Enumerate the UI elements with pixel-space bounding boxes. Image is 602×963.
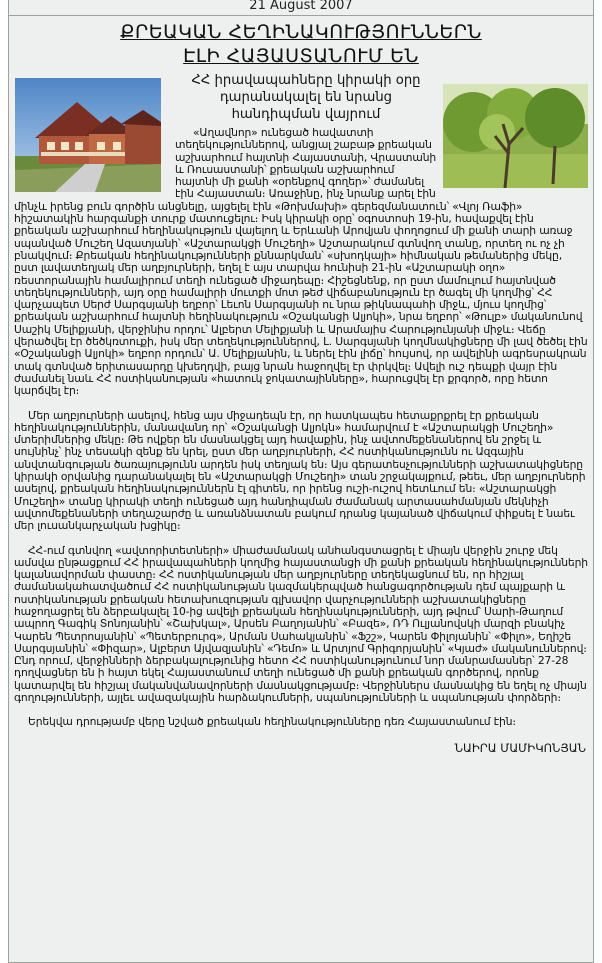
tree-photo-svg (443, 84, 588, 188)
tree-photo (443, 84, 588, 188)
article-frame (8, 0, 594, 963)
article-author: ՆԱԻՐԱ ՄԱՄԻԿՈՆՅԱՆ (454, 740, 586, 755)
headline-line-1: ՔՐԵԱԿԱՆ ՀԵՂԻՆԱԿՈՒԹՅՈՒՆՆԵՐՆ (120, 21, 482, 43)
article-headline (9, 20, 593, 68)
paragraph-3: ՀՀ-ում գտնվող «ավտորիտետների» միաժամանակ անհանգստացրել է միայն վերջին շուրջ մեկ ամսվա ընթացքում ՀՀ իրավապահների կողմից հայաստանցի մի քանի քրեական հեղինակությունների կալանավորման փաստը։ ՀՀ ոստիկանության մեր աղբյուրները տեղեկացնում են, որ հիշյալ ժամանակահատվածում ՀՀ ոստիկանության կազմակերպված հանցագործության դեմ պայքարի և ոստիկանության քրեական հետախուզության գլխավոր վարչությունների աշխատակիցները հաջողացրել են ձերբակալել 10-ից ավելի քրեական հեղինակությունների, այդ թվում՝ Սարի-Թաղում ապրող Գագիկ Տոնոյանին՝ «Շախկալ», Արսեն Բաղոյանին՝ «Բազե», ՌԴ Ուլյանովսկի մարզի բնակիչ Կարեն Պետրոսյանին՝ «Պետերբուրգ», Արման Սահակյանին՝ «Ֆշշ», Կարեն Փիլոյանին՝ «Փիլո», Եղիշե Սարգսյանին՝ «Փիզար», Ալբերտ Այվազյանին՝ «Դեմո» և Արտյոմ Գրիգորյանին՝ «Կյաժ» մականուններով։ Ընդ որում, վերջինների ձերբակալությունից հետո ՀՀ ոստիկանությունում նոր մանրամասներ՝ 27-28 դողվացներ են ի հայտ եկել Հայաստանում տեղի ունեցած մի քանի քրեական գործերով, որոնք կատարվել են հիշյալ մականվանավորների մասնակցությամբ։ Վերջիններս մասնակից են եղել ոչ միայն գողությունների, այլեւ ավազակային հարձակումների, սպանությունների և սպանության փորձերի։ (14, 543, 588, 705)
headline-line-2: ԷԼԻ ՀԱՅԱՍՏԱՆՈՒՄ ԵՆ (183, 45, 419, 67)
article-content (9, 72, 593, 755)
article-date: 21 August 2007 (9, 0, 593, 16)
paragraph-4: Երեկվա դրությամբ վերը նշված քրեական հեղինակությունները դեռ Հայաստանում էին։ (28, 715, 516, 729)
paragraph-2: Մեր աղբյուրների ասելով, հենց այս միջադեպն էր, որ հատկապես հետաքրքրել էր քրեական հեղինակություններին, մանավանդ որ՝ «Օշականցի Ալյոկն» համարվում է «Աշտարակցի Մուշեղի» մտերիմներից մեկը։ Թե ովքեր են մասնակցել այդ հավաքին, ինչ ավտոմեքենաներով են շրջել և սույնինչ՝ ինչ տեսակի զենք են կրել, ըստ մեր աղբյուրների, ՀՀ ոստիկանությունն ու Ազգային անվտանգության ծառայությունն արդեն իսկ տեղյակ են։ Այս գերատեսչությունների աշխատակիցները կիրակի օրվանից դարանակալել են «Աշտարակցի Մուշեղի» տան շրջակայքում, թեեւ, մեր աղբյուրների ասելով, քրեական հեղինակություններն էլ գիտեն, որ իրենց ուշի-ուշով հետևում են։ «Աշտարակցի Մուշեղի» տանը կիրակի տեղի ունեցած այդ հանդիպման ժամանակ արտասահմանյան մեկնիչի ավտոմեքենաների տեղաշարժը և առանձնատան բակում դրանց կայանած վիճակում փիքսել է նաեւ մեր լուսանկարչական խցիկը։ (14, 408, 586, 533)
article-subtitle: ՀՀ իրավապահները կիրակի օրը դարանակալել են նրանց հանդիպման վայրում (191, 73, 421, 122)
house-photo-svg (15, 78, 161, 192)
paragraph-1: «Աղավնոր» ունեցած հավատտի տեղեկություններով, անցյալ շաբաթ քրեական աշխարհում հայտնի Հայաստանի, Վրաստանի և Ռուսաստանի՝ քրեական աշխարհում հայտնի մի քանի «օրենքով գողեր»՝ ժամանել էին Հայաստան։ Առաջինը, ինչ նրանք արել էին մինչև իրենց բուն գործին անցնելը, այցելել էին «Թոխմախի» գերեզմանատուն՝ «Վլոյ Ռաֆի» հիշատակին հարգանքի տուրք մատուցելու։ Իսկ կիրակի օրը՝ օգոստոսի 19-ին, հավաքվել էին քրեական աշխարհում հեղինակություն վայելող և Երևանի Արովյան փողոցում մի քանի տարի առաջ սպանված Մուշեղ Ազատյանի՝ «Աշտարակցի Մուշեղի» Աշտարակում գտնվող տանը, որտեղ ու ոչ չի բնակվում։ Քրեական հեղինակությունների քննարկման՝ «սխոդկայի» հիմնական թեմաներից մեկը, ըստ լավատեղյակ մեր աղբյուրների, եղել է այս տարվա հունիսի 21-ին «Աշտարակի օղո» ռեստորանային համալիրում տեղի ունեցած միջադեպը։ Հիշեցնենք, որ ըստ մամուլում հայտնված տեղեկությունների, այդ օրը համալիրի մուտքի մոտ թեժ վիճաբանություն էր ծագել մի կողմից՝ ՀՀ վարչապետ Սերժ Սարգսյանի եղբոր՝ Լեւոն Սարգսյանի ու նրա թիկնապահի միջև, մյուս կողմից՝ քրեական աշխարհում հայտնի հեղինակություն «Օշականցի Ալյոկի», նրա եղբոր՝ «Թուլբ» մականունով Սաշիկ Մելիքյանի, վերջինիս որդու՝ Ալբերտ Մելիքյանի և Արամայիս Հարությունյանի միջև։ Վեճը վերածվել էր ծեծկռտուքի, իսկ մեր տեղեկություններով, Լ. Սարգսյանի կողմնակիցները մի լավ ծեծել էին «Օշականցի Ալյոկի» եղբոր որդուն՝ Ա. Մելիքյանին, և ներել էին լիճը՝ հույսով, որ ավելինի ագրեսրակրան տակ գտնված երիտասարդը կխեղդվի, բայց նրան հաջողվել էր փրկվել։ Ավելի ուշ դեպքի վայր էին ժամանել նաև ՀՀ ոստիկանության «հատուկ ջոկատայինները», հարուցվել էր քրգործ, որը հետո կարճվել էր։ (14, 126, 588, 398)
house-photo (15, 78, 161, 192)
article-body (14, 127, 588, 729)
